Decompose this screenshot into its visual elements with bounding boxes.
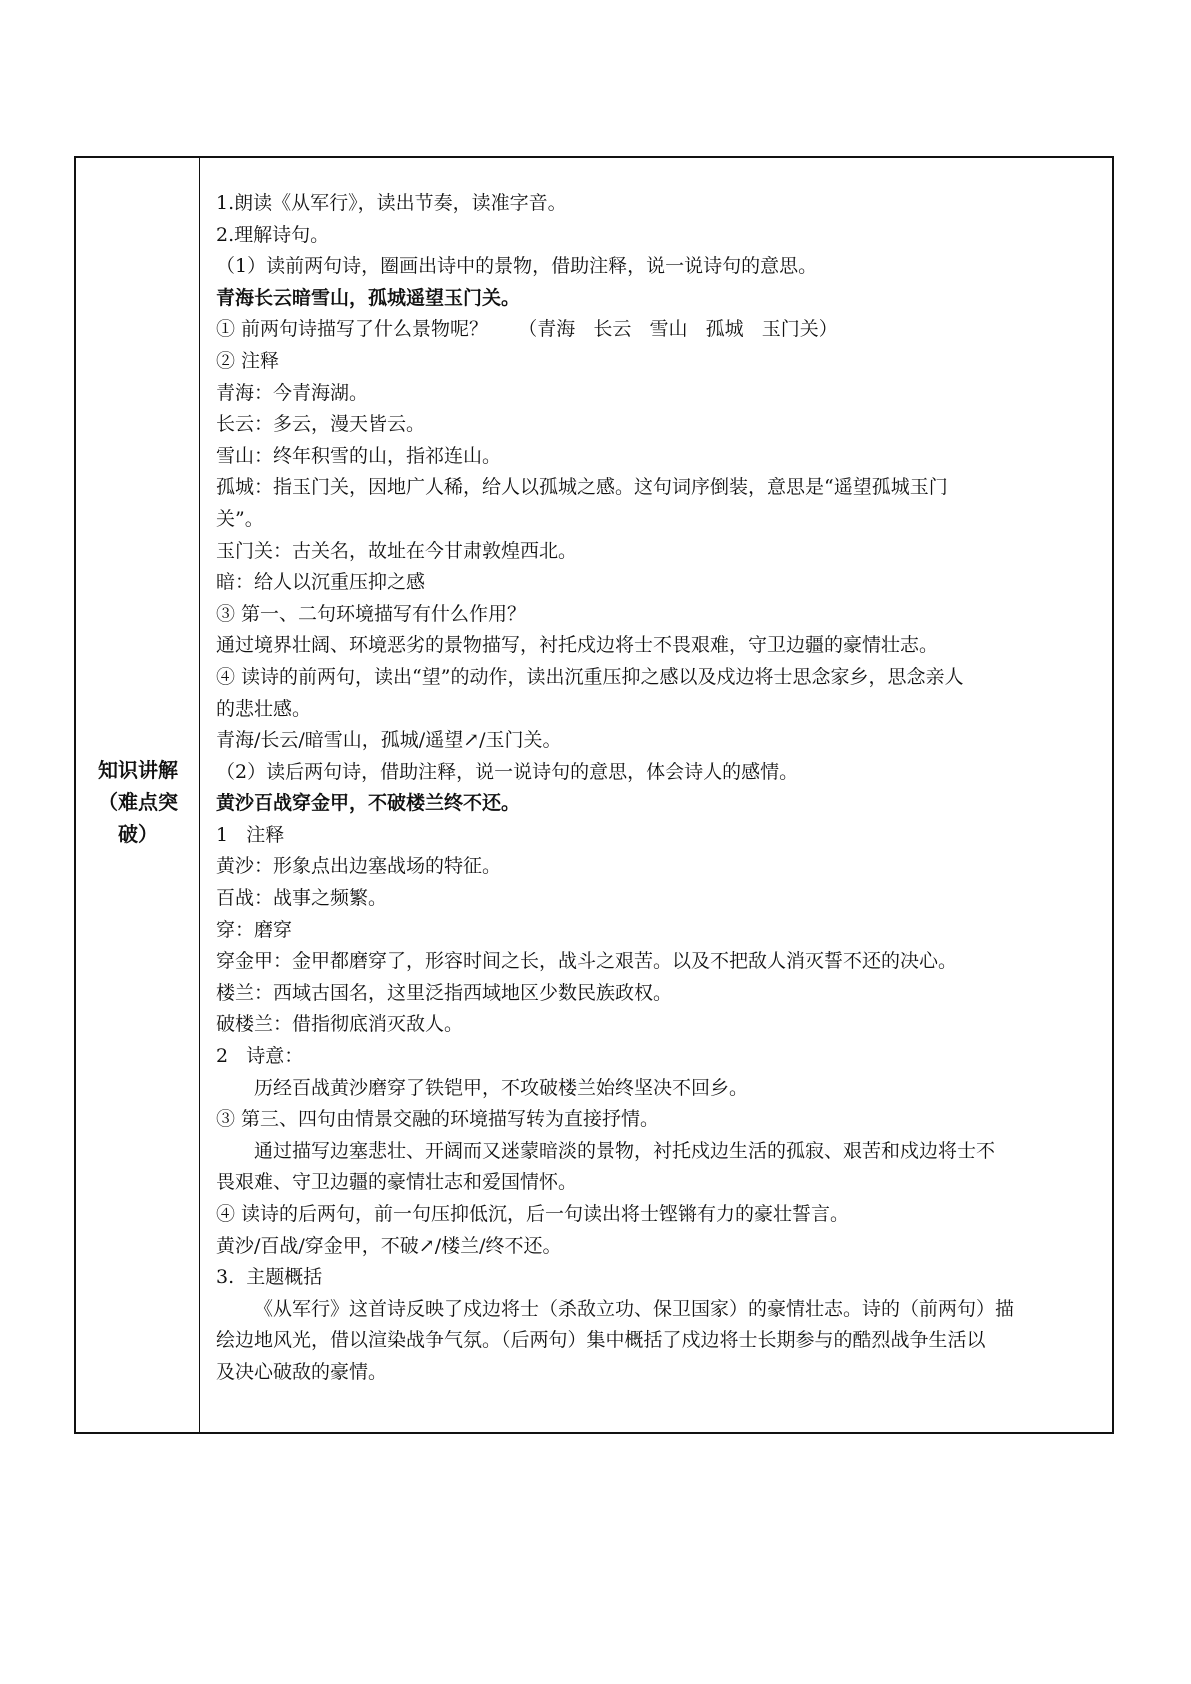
content-line: 1.朗读《从军行》，读出节奏，读准字音。 <box>216 192 567 214</box>
content-line: ④ 读诗的后两句，前一句压抑低沉，后一句读出将士铿锵有力的豪壮誓言。 <box>216 1203 850 1225</box>
content-line: ② 注释 <box>216 349 280 372</box>
content-line: 长云：多云，漫天皆云。 <box>216 413 426 436</box>
content-line: （2）读后两句诗，借助注释，说一说诗句的意思，体会诗人的感情。 <box>216 760 799 783</box>
poem-line-second-half: 黄沙百战穿金甲，不破楼兰终不还。 <box>216 792 521 815</box>
content-line: 3. 主题概括 <box>216 1266 323 1289</box>
section-label-line: 破） <box>118 822 158 846</box>
content-line: 青海：今青海湖。 <box>216 381 369 404</box>
section-label-line: （难点突 <box>98 790 178 814</box>
content-line: 穿金甲：金甲都磨穿了，形容时间之长，战斗之艰苦。以及不把敌人消灭誓不还的决心。 <box>216 950 958 973</box>
poem-line-first-half: 青海长云暗雪山，孤城遥望玉门关。 <box>216 286 521 309</box>
content-line: 绘边地风光，借以渲染战争气氛。（后两句）集中概括了戍边将士长期参与的酷烈战争生活以 <box>216 1329 986 1352</box>
content-line: 雪山：终年积雪的山，指祁连山。 <box>216 444 502 467</box>
content-line: ③ 第三、四句由情景交融的环境描写转为直接抒情。 <box>216 1108 660 1131</box>
content-line: 暗：给人以沉重压抑之感 <box>216 571 426 594</box>
lesson-content <box>216 188 1106 1389</box>
section-label-line: 知识讲解 <box>98 758 178 782</box>
content-line: 1 注释 <box>216 823 285 846</box>
lesson-table <box>74 156 1114 1434</box>
content-line: ① 前两句诗描写了什么景物呢？ （青海 长云 雪山 孤城 玉门关） <box>216 318 838 341</box>
content-line: ③ 第一、二句环境描写有什么作用？ <box>216 602 527 625</box>
content-line: 2.理解诗句。 <box>216 223 330 246</box>
content-line: 百战：战事之频繁。 <box>216 887 388 910</box>
content-line: 关”。 <box>216 507 264 530</box>
content-line: 《从军行》这首诗反映了戍边将士（杀敌立功、保卫国家）的豪情壮志。诗的（前两句）描 <box>254 1297 1015 1320</box>
content-line: 2 诗意： <box>216 1045 304 1068</box>
content-line: 黄沙/百战/穿金甲，不破↗/楼兰/终不还。 <box>216 1234 562 1257</box>
content-line: 畏艰难、守卫边疆的豪情壮志和爱国情怀。 <box>216 1171 578 1194</box>
content-line: 及决心破敌的豪情。 <box>216 1360 388 1383</box>
content-line: ④ 读诗的前两句，读出“望”的动作，读出沉重压抑之感以及戍边将士思念家乡，思念亲人 <box>216 665 964 688</box>
content-line: 通过境界壮阔、环境恶劣的景物描写，衬托戍边将士不畏艰难，守卫边疆的豪情壮志。 <box>216 634 939 657</box>
content-line: 破楼兰：借指彻底消灭敌人。 <box>216 1013 464 1036</box>
content-line: 的悲壮感。 <box>216 697 312 720</box>
content-line: 青海/长云/暗雪山，孤城/遥望↗/玉门关。 <box>216 729 562 752</box>
content-line: （1）读前两句诗，圈画出诗中的景物，借助注释，说一说诗句的意思。 <box>216 255 818 278</box>
content-line: 孤城：指玉门关，因地广人稀，给人以孤城之感。这句词序倒装，意思是“遥望孤城玉门 <box>216 476 948 499</box>
content-line: 穿：磨穿 <box>216 918 293 941</box>
section-label-cell <box>76 158 200 1432</box>
section-label <box>76 754 200 850</box>
content-line: 楼兰：西域古国名，这里泛指西域地区少数民族政权。 <box>216 981 673 1004</box>
content-line: 通过描写边塞悲壮、开阔而又迷蒙暗淡的景物，衬托戍边生活的孤寂、艰苦和戍边将士不 <box>254 1139 996 1162</box>
content-line: 历经百战黄沙磨穿了铁铠甲，不攻破楼兰始终坚决不回乡。 <box>254 1076 749 1099</box>
content-line: 玉门关：古关名，故址在今甘肃敦煌西北。 <box>216 539 578 562</box>
content-line: 黄沙：形象点出边塞战场的特征。 <box>216 855 502 878</box>
